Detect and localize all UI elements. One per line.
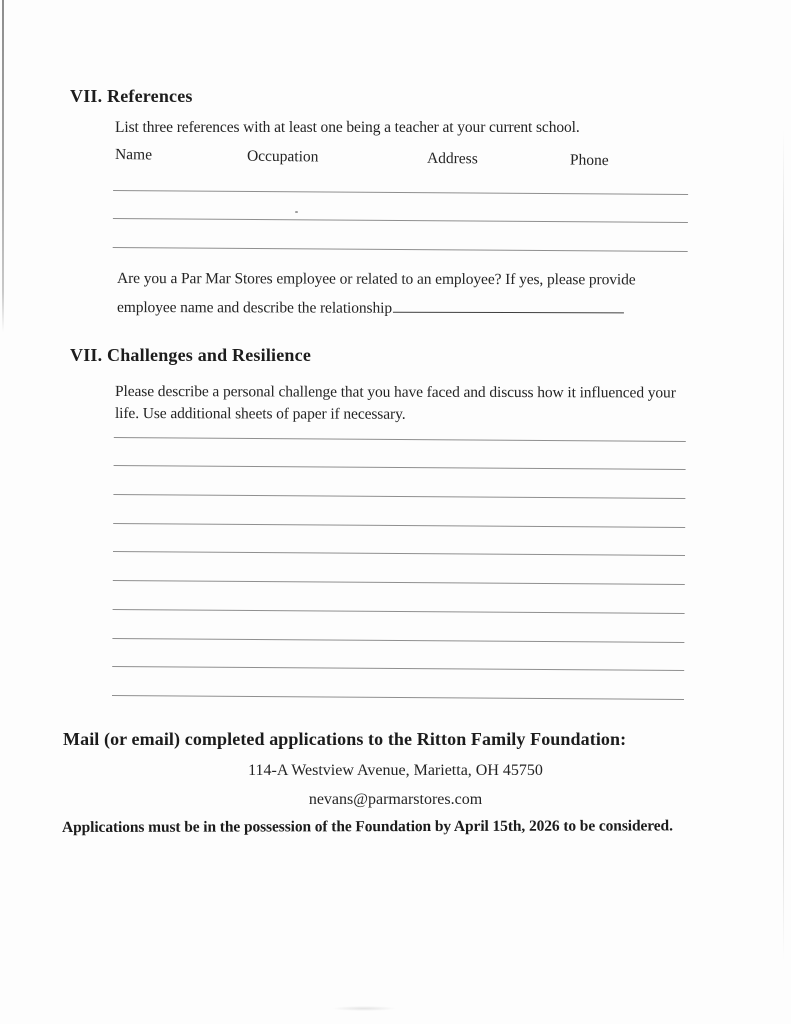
challenges-instruction-line1: Please describe a personal challenge that you have faced and discuss how it influenced your: [115, 383, 676, 402]
blank-line: [112, 610, 684, 643]
references-blank-lines: [113, 162, 689, 252]
foundation-address: 114-A Westview Avenue, Marietta, OH 45750: [248, 762, 543, 779]
deadline-notice: Applications must be in the possession of the Foundation by April 15th, 2026 to be considered.: [61, 817, 673, 836]
challenges-blank-lines: [112, 409, 686, 700]
blank-line: [114, 409, 686, 442]
employee-question-line1: Are you a Par Mar Stores employee or related to an employee? If yes, please provide: [117, 270, 636, 289]
scan-edge-right: [783, 130, 784, 960]
blank-line: [112, 638, 684, 671]
column-header-name: Name: [114, 146, 153, 164]
blank-line: [113, 495, 685, 528]
challenges-instruction-line2: life. Use additional sheets of paper if necessary.: [114, 405, 406, 423]
blank-line: [113, 162, 688, 195]
blank-line: [113, 191, 688, 224]
blank-line: [114, 438, 686, 471]
blank-line: [112, 667, 684, 700]
blank-line: [113, 581, 685, 614]
relationship-blank-line: [393, 296, 624, 313]
employee-question: [117, 265, 636, 323]
employee-question-line2: employee name and describe the relationship: [116, 298, 393, 317]
challenges-heading: VII. Challenges and Resilience: [70, 345, 312, 365]
references-heading: VII. References: [70, 86, 193, 106]
column-header-phone: Phone: [569, 151, 609, 170]
blank-line: [113, 466, 685, 499]
references-instruction: List three references with at least one being a teacher at your current school.: [115, 119, 580, 136]
blank-line: [113, 552, 685, 585]
foundation-email: nevans@parmarstores.com: [308, 791, 483, 808]
mail-instruction-heading: Mail (or email) completed applications to the Ritton Family Foundation:: [63, 729, 627, 749]
column-header-occupation: Occupation: [246, 147, 319, 166]
scan-smudge: [332, 1006, 396, 1011]
blank-line: [113, 219, 688, 252]
scan-edge-left: [2, 0, 4, 332]
blank-line: [113, 524, 685, 557]
column-header-address: Address: [426, 149, 478, 168]
